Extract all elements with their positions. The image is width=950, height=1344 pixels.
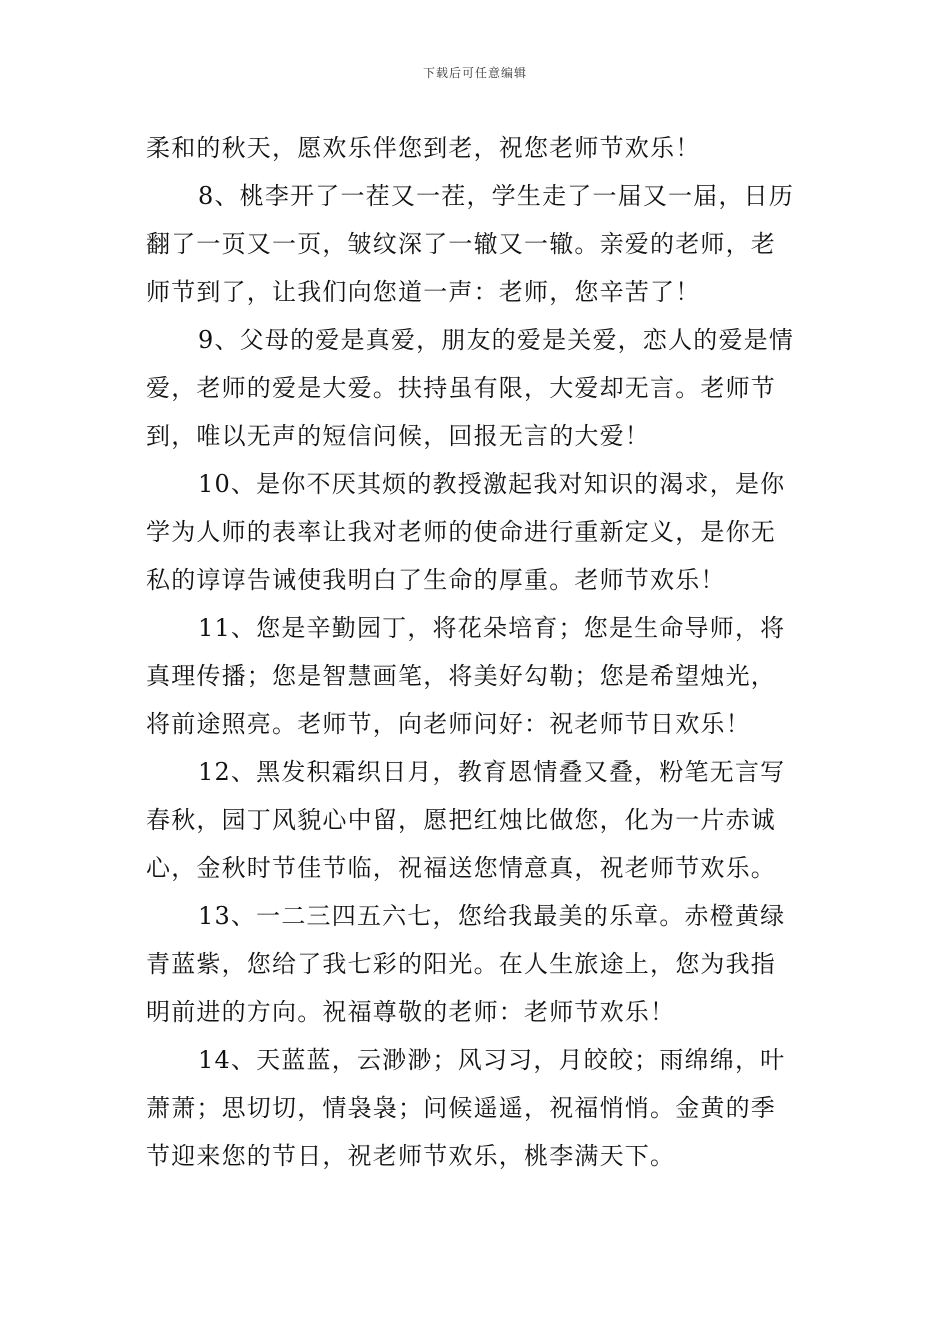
text-line: 12、黑发积霜织日月，教育恩情叠又叠，粉笔无言写 [198,758,786,786]
text-line: 青蓝紫，您给了我七彩的阳光。在人生旅途上，您为我指 [146,950,776,978]
paragraph-item-11 [146,608,806,752]
text-line: 到，唯以无声的短信问候，回报无言的大爱！ [146,422,650,450]
text-line: 9、父母的爱是真爱，朋友的爱是关爱，恋人的爱是情 [198,326,795,354]
text-line: 私的谆谆告诫使我明白了生命的厚重。老师节欢乐！ [146,566,726,594]
text-line: 10、是你不厌其烦的教授激起我对知识的渴求，是你 [198,470,786,498]
paragraph-item-14 [146,1040,806,1184]
paragraph-item-13 [146,896,806,1040]
paragraph-item-12 [146,752,806,896]
text-line: 爱，老师的爱是大爱。扶持虽有限，大爱却无言。老师节 [146,374,776,402]
text-line: 萧萧；思切切，情袅袅；问候遥遥，祝福悄悄。金黄的季 [146,1094,776,1122]
paragraph-item-9 [146,320,806,464]
document-body [146,128,806,1184]
text-line: 柔和的秋天，愿欢乐伴您到老，祝您老师节欢乐！ [146,134,701,162]
text-line: 14、天蓝蓝，云渺渺；风习习，月皎皎；雨绵绵，叶 [198,1046,786,1074]
text-line: 明前进的方向。祝福尊敬的老师：老师节欢乐！ [146,998,676,1026]
text-line: 学为人师的表率让我对老师的使命进行重新定义，是你无 [146,518,776,546]
paragraph-item-10 [146,464,806,608]
text-line: 春秋，园丁风貌心中留，愿把红烛比做您，化为一片赤诚 [146,806,776,834]
text-line: 节迎来您的节日，祝老师节欢乐，桃李满天下。 [146,1142,676,1170]
paragraph-item-8 [146,176,806,320]
text-line: 11、您是辛勤园丁，将花朵培育；您是生命导师，将 [198,614,786,642]
text-line: 真理传播；您是智慧画笔，将美好勾勒；您是希望烛光， [146,662,776,690]
text-line: 心，金秋时节佳节临，祝福送您情意真，祝老师节欢乐。 [146,854,776,882]
text-line: 翻了一页又一页，皱纹深了一辙又一辙。亲爱的老师，老 [146,230,776,258]
page-header: 下载后可任意编辑 [422,66,527,80]
text-line: 13、一二三四五六七，您给我最美的乐章。赤橙黄绿 [198,902,786,930]
text-line: 8、桃李开了一茬又一茬，学生走了一届又一届，日历 [198,182,795,210]
text-line: 师节到了，让我们向您道一声：老师，您辛苦了！ [146,278,701,306]
paragraph-continuation [146,128,806,176]
text-line: 将前途照亮。老师节，向老师问好：祝老师节日欢乐！ [146,710,751,738]
